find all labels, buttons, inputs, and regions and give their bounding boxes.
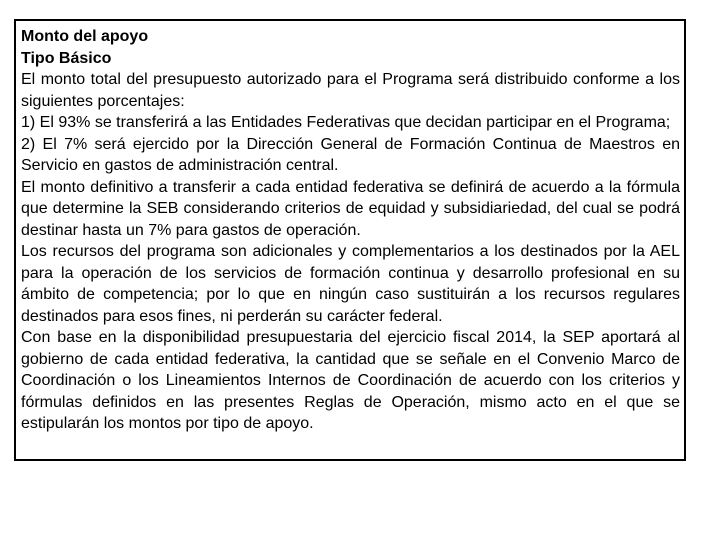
document-heading: Monto del apoyo	[21, 28, 149, 45]
paragraph-item-1: 1) El 93% se transferirá a las Entidades Federativas que decidan participar en el Programa;	[21, 114, 671, 131]
document-subheading: Tipo Básico	[21, 49, 112, 67]
paragraph-definitive-amount: El monto definitivo a transferir a cada entidad federativa se definirá de acuerdo a la fórmula que determine la SEB considerando criterios de equidad y subsidiariedad, del cual se podrá destinar hasta un 7% para gastos de operación.	[21, 178, 680, 239]
paragraph-distribution-intro: El monto total del presupuesto autorizado para el Programa será distribuido conforme a los siguientes porcentajes:	[21, 71, 680, 110]
paragraph-item-2: 2) El 7% será ejercido por la Dirección General de Formación Continua de Maestros en Servicio en gastos de administración central.	[21, 135, 680, 174]
document-text-box	[14, 19, 686, 461]
paragraph-resources: Los recursos del programa son adicionales y complementarios a los destinados por la AEL para la operación de los servicios de formación continua y desarrollo profesional en su ámbito de competencia; por lo que en ningún caso sustituirán a los recursos regulares destinados para esos fines, ni perderán su carácter federal.	[21, 243, 680, 325]
paragraph-budget-availability: Con base en la disponibilidad presupuestaria del ejercicio fiscal 2014, la SEP aportará al gobierno de cada entidad federativa, la cantidad que se señale en el Convenio Marco de Coordinación o los Lineamientos Internos de Coordinación de acuerdo con los criterios y fórmulas definidos en las presentes Reglas de Operación, mismo acto en el que se estipularán los montos por tipo de apoyo.	[21, 329, 680, 432]
